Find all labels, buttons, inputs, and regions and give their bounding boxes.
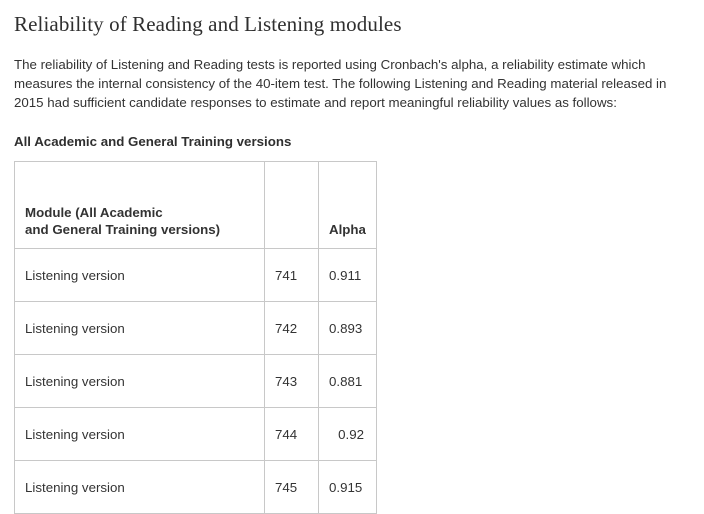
table-row xyxy=(15,249,377,302)
column-header-number xyxy=(265,162,319,249)
table-row xyxy=(15,408,377,461)
cell-module: Listening version xyxy=(15,408,265,461)
cell-number: 741 xyxy=(265,249,319,302)
cell-alpha: 0.893 xyxy=(319,302,377,355)
table-header-row xyxy=(15,162,377,249)
intro-paragraph: The reliability of Listening and Reading tests is reported using Cronbach's alpha, a reliability estimate which measures the internal consistency of the 40-item test. The following Listening and Reading material released in 2015 had sufficient candidate responses to estimate and report meaningful reliability values as follows: xyxy=(14,57,667,110)
column-header-module-line2: and General Training versions) xyxy=(25,222,221,237)
table-row xyxy=(15,461,377,514)
cell-number: 744 xyxy=(265,408,319,461)
column-header-module-line1: Module (All Academic xyxy=(25,205,163,220)
cell-alpha: 0.915 xyxy=(319,461,377,514)
page-title: Reliability of Reading and Listening modules xyxy=(14,12,402,36)
cell-alpha: 0.92 xyxy=(319,408,377,461)
table-row xyxy=(15,355,377,408)
table-row xyxy=(15,302,377,355)
cell-number: 743 xyxy=(265,355,319,408)
cell-number: 742 xyxy=(265,302,319,355)
cell-alpha: 0.911 xyxy=(319,249,377,302)
cell-module: Listening version xyxy=(15,249,265,302)
section-heading: All Academic and General Training versions xyxy=(14,134,292,149)
cell-module: Listening version xyxy=(15,302,265,355)
reliability-table xyxy=(14,161,377,514)
column-header-module xyxy=(15,162,265,249)
cell-alpha: 0.881 xyxy=(319,355,377,408)
cell-number: 745 xyxy=(265,461,319,514)
column-header-alpha: Alpha xyxy=(319,162,377,249)
cell-module: Listening version xyxy=(15,461,265,514)
cell-module: Listening version xyxy=(15,355,265,408)
